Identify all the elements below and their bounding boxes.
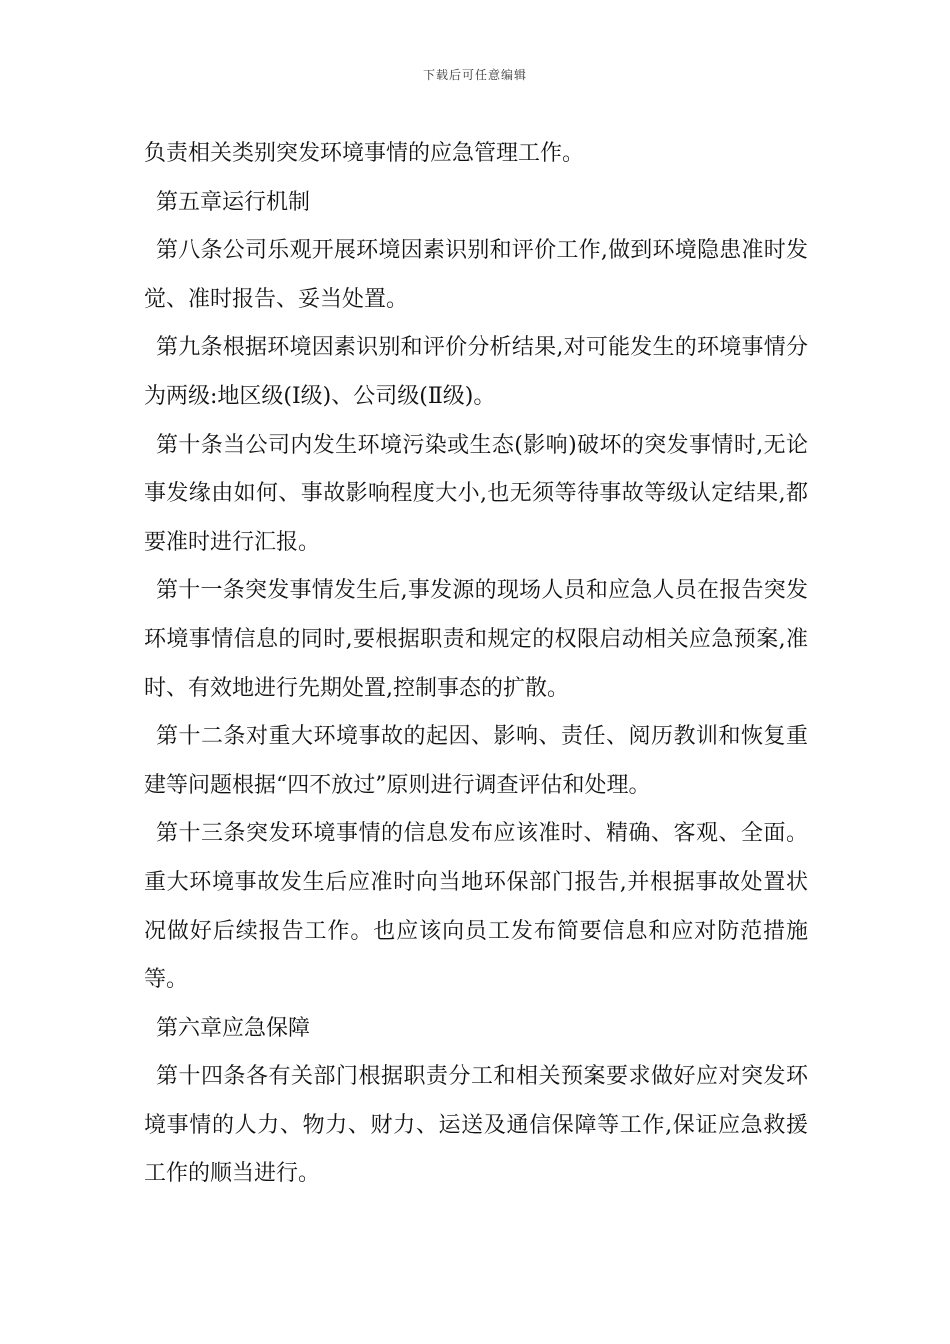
paragraph: 第十四条各有关部门根据职责分工和相关预案要求做好应对突发环境事情的人力、物力、财力、运送及通信保障等工作,保证应急救援工作的顺当进行。: [144, 1064, 808, 1187]
paragraph: 负责相关类别突发环境事情的应急管理工作。: [144, 141, 585, 166]
paragraph: 第十条当公司内发生环境污染或生态(影响)破坏的突发事情时,无论事发缘由如何、事故影响程度大小,也无须等待事故等级认定结果,都要准时进行汇报。: [144, 432, 808, 555]
paragraph: 第九条根据环境因素识别和评价分析结果,对可能发生的环境事情分为两级:地区级(Ⅰ级)、公司级(Ⅱ级)。: [144, 335, 808, 409]
document-body: [144, 130, 808, 1199]
paragraph: 第八条公司乐观开展环境因素识别和评价工作,做到环境隐患准时发觉、准时报告、妥当处置。: [144, 238, 808, 312]
page-header: 下载后可任意编辑: [422, 68, 527, 82]
paragraph: 第十三条突发环境事情的信息发布应该准时、精确、客观、全面。重大环境事故发生后应准时向当地环保部门报告,并根据事故处置状况做好后续报告工作。也应该向员工发布简要信息和应对防范措施等。: [144, 821, 808, 993]
paragraph: 第十一条突发事情发生后,事发源的现场人员和应急人员在报告突发环境事情信息的同时,要根据职责和规定的权限启动相关应急预案,准时、有效地进行先期处置,控制事态的扩散。: [144, 578, 808, 701]
paragraph: 第十二条对重大环境事故的起因、影响、责任、阅历教训和恢复重建等问题根据“四不放过”原则进行调查评估和处理。: [144, 724, 808, 798]
chapter-heading: 第五章运行机制: [156, 189, 311, 215]
chapter-heading: 第六章应急保障: [156, 1015, 311, 1041]
